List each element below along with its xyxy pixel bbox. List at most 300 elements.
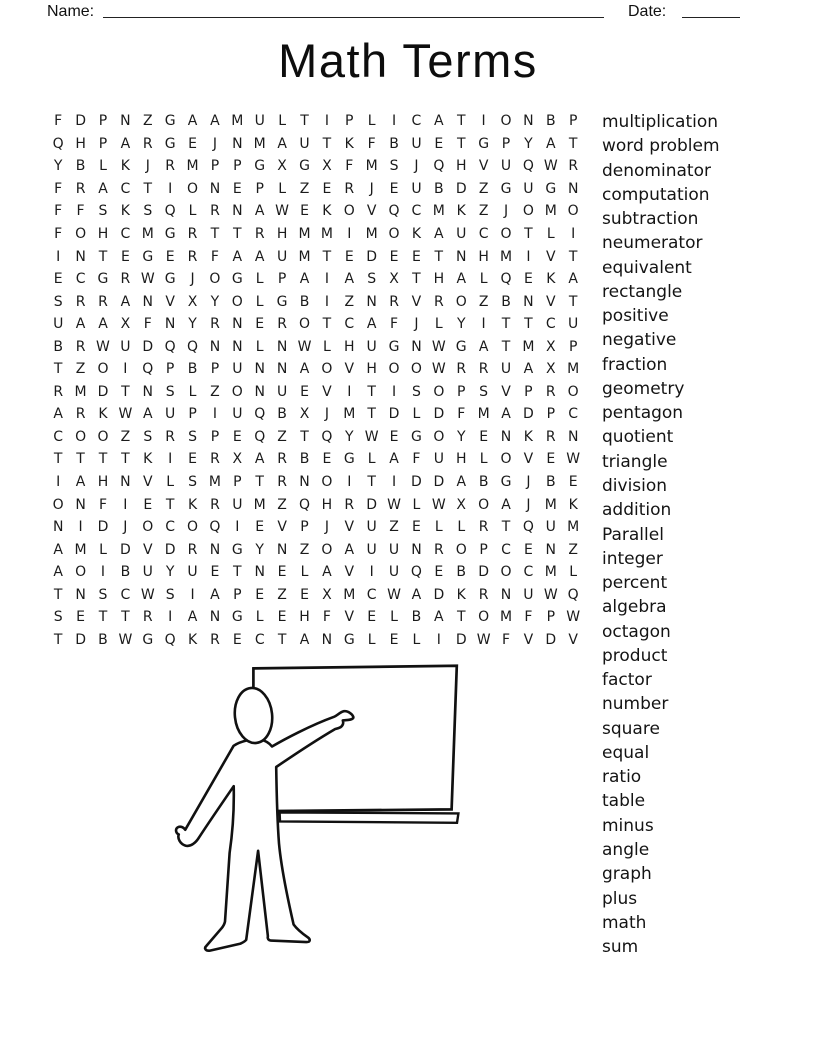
grid-letter: R xyxy=(478,586,489,603)
grid-letter: O xyxy=(500,226,512,242)
grid-letter: N xyxy=(545,541,557,558)
grid-letter: I xyxy=(212,406,217,423)
grid-letter: P xyxy=(568,113,578,130)
grid-letter: P xyxy=(233,586,242,603)
grid-letter: E xyxy=(255,316,265,333)
word-list-item: table xyxy=(602,791,646,812)
grid-letter: S xyxy=(188,428,197,445)
grid-letter: T xyxy=(524,226,533,242)
grid-letter: V xyxy=(322,383,332,400)
grid-letter: V xyxy=(344,564,355,581)
grid-letter: K xyxy=(143,451,153,468)
grid-letter: U xyxy=(276,383,288,400)
grid-letter: O xyxy=(321,541,333,558)
grid-letter: A xyxy=(53,541,63,558)
grid-letter: N xyxy=(411,541,422,558)
word-list-item: graph xyxy=(602,864,652,885)
grid-letter: A xyxy=(546,135,556,152)
grid-letter: A xyxy=(120,135,131,152)
grid-letter: Y xyxy=(524,135,533,152)
grid-letter: M xyxy=(231,113,244,130)
grid-letter: I xyxy=(168,609,173,626)
grid-letter: L xyxy=(278,180,286,197)
grid-letter: C xyxy=(120,586,131,603)
grid-letter: C xyxy=(75,271,86,288)
grid-letter: I xyxy=(481,316,486,333)
grid-letter: X xyxy=(545,338,556,355)
grid-letter: V xyxy=(523,631,534,648)
grid-letter: S xyxy=(53,293,63,310)
grid-letter: K xyxy=(568,496,578,513)
grid-letter: O xyxy=(142,519,154,536)
grid-letter: B xyxy=(98,631,108,648)
teacher-clipart xyxy=(150,650,480,970)
grid-letter: O xyxy=(52,496,64,513)
grid-letter: N xyxy=(164,316,176,333)
grid-letter: I xyxy=(123,496,128,513)
grid-letter: A xyxy=(434,113,444,130)
grid-letter: A xyxy=(53,406,63,423)
grid-letter: O xyxy=(231,293,243,310)
grid-letter: A xyxy=(254,203,265,220)
grid-letter: U xyxy=(366,338,377,355)
grid-letter: N xyxy=(209,338,221,355)
word-list-item: minus xyxy=(602,815,654,836)
grid-letter: F xyxy=(54,180,63,197)
grid-letter: R xyxy=(142,609,153,626)
grid-letter: K xyxy=(456,586,466,603)
grid-letter: N xyxy=(276,338,288,355)
date-blank-line[interactable] xyxy=(682,17,740,18)
grid-letter: N xyxy=(75,496,86,513)
grid-letter: J xyxy=(526,496,531,513)
grid-letter: D xyxy=(523,406,534,423)
grid-letter: K xyxy=(523,428,533,445)
grid-letter: H xyxy=(344,338,355,355)
grid-letter: A xyxy=(232,248,243,265)
grid-letter: U xyxy=(411,180,422,197)
grid-letter: N xyxy=(209,609,221,626)
grid-letter: D xyxy=(119,541,131,558)
grid-letter: G xyxy=(231,271,243,288)
grid-letter: G xyxy=(343,631,355,648)
grid-letter: P xyxy=(277,271,287,288)
grid-letter: T xyxy=(501,316,511,333)
grid-letter: L xyxy=(434,519,443,536)
grid-letter: M xyxy=(343,406,356,423)
grid-letter: R xyxy=(98,293,108,310)
grid-letter: L xyxy=(188,383,197,400)
grid-letter: M xyxy=(253,135,266,152)
grid-letter: K xyxy=(98,406,108,423)
grid-letter: G xyxy=(455,338,467,355)
grid-letter: K xyxy=(344,135,354,152)
grid-letter: T xyxy=(322,316,332,333)
grid-letter: Y xyxy=(344,428,354,445)
grid-letter: N xyxy=(523,293,534,310)
grid-letter: T xyxy=(456,609,466,626)
grid-letter: V xyxy=(366,203,377,220)
grid-letter: E xyxy=(389,180,399,197)
grid-letter: O xyxy=(500,451,512,468)
grid-letter: Z xyxy=(568,541,578,558)
grid-letter: O xyxy=(388,226,400,242)
grid-letter: V xyxy=(344,519,355,536)
grid-letter: L xyxy=(412,406,421,423)
grid-letter: M xyxy=(208,474,221,491)
grid-letter: A xyxy=(344,271,355,288)
grid-letter: S xyxy=(53,609,63,626)
grid-letter: T xyxy=(233,226,242,242)
grid-letter: B xyxy=(53,338,63,355)
grid-letter: G xyxy=(500,180,512,197)
grid-letter: W xyxy=(543,586,558,603)
grid-letter: T xyxy=(367,474,376,491)
grid-letter: B xyxy=(299,293,310,310)
grid-letter: Q xyxy=(254,406,266,423)
grid-letter: R xyxy=(53,383,64,400)
word-list-item: subtraction xyxy=(602,209,699,230)
grid-letter: R xyxy=(277,474,287,491)
grid-letter: D xyxy=(366,248,378,265)
grid-letter: T xyxy=(143,180,153,197)
grid-letter: E xyxy=(434,135,444,152)
grid-letter: E xyxy=(523,271,533,288)
grid-letter: O xyxy=(410,361,422,378)
grid-letter: C xyxy=(411,113,422,130)
grid-letter: F xyxy=(76,203,85,220)
grid-letter: C xyxy=(165,519,176,536)
grid-letter: Q xyxy=(254,428,266,445)
grid-letter: R xyxy=(210,451,220,468)
grid-letter: L xyxy=(479,451,488,468)
grid-letter: P xyxy=(479,541,488,558)
grid-letter: R xyxy=(75,293,86,310)
grid-letter: H xyxy=(366,361,377,378)
grid-letter: O xyxy=(522,203,534,220)
grid-letter: P xyxy=(98,135,108,152)
grid-letter: E xyxy=(300,203,309,220)
grid-letter: C xyxy=(478,226,489,242)
word-list-item: geometry xyxy=(602,378,685,399)
grid-letter: A xyxy=(299,361,310,378)
grid-letter: L xyxy=(479,271,488,288)
grid-letter: T xyxy=(121,383,130,400)
grid-letter: I xyxy=(100,564,106,581)
grid-letter: Z xyxy=(277,428,287,445)
grid-letter: G xyxy=(164,135,176,152)
grid-letter: V xyxy=(165,293,175,310)
grid-letter: W xyxy=(140,586,155,603)
word-list-item: math xyxy=(602,912,647,933)
grid-letter: V xyxy=(411,293,422,310)
grid-letter: H xyxy=(321,496,333,513)
grid-letter: G xyxy=(97,271,109,288)
grid-letter: Q xyxy=(209,519,221,536)
grid-letter: J xyxy=(414,316,419,333)
grid-letter: F xyxy=(322,609,331,626)
grid-letter: R xyxy=(344,496,355,513)
grid-letter: R xyxy=(456,361,467,378)
grid-letter: H xyxy=(455,451,467,468)
grid-letter: M xyxy=(365,158,378,175)
grid-letter: L xyxy=(457,519,466,536)
grid-letter: O xyxy=(75,226,87,242)
grid-letter: G xyxy=(478,135,490,152)
grid-letter: P xyxy=(501,135,511,152)
grid-letter: P xyxy=(524,383,533,400)
grid-letter: D xyxy=(366,496,378,513)
grid-letter: D xyxy=(75,631,86,648)
grid-letter: P xyxy=(210,158,220,175)
grid-letter: O xyxy=(321,361,333,378)
grid-letter: A xyxy=(322,564,332,581)
word-list-item: positive xyxy=(602,306,669,327)
grid-letter: I xyxy=(391,474,397,491)
grid-letter: N xyxy=(232,203,243,220)
word-list-item: fraction xyxy=(602,354,668,375)
grid-letter: I xyxy=(436,631,441,648)
grid-letter: I xyxy=(56,248,61,265)
grid-letter: I xyxy=(391,113,397,130)
grid-letter: I xyxy=(190,586,195,603)
grid-letter: R xyxy=(75,338,86,355)
grid-letter: T xyxy=(98,451,108,468)
grid-letter: D xyxy=(97,383,109,400)
grid-letter: M xyxy=(141,226,154,242)
grid-letter: J xyxy=(414,158,419,175)
grid-letter: A xyxy=(344,541,355,558)
grid-letter: I xyxy=(168,451,173,468)
grid-letter: V xyxy=(501,383,511,400)
grid-letter: O xyxy=(388,361,400,378)
word-list-item: multiplication xyxy=(602,112,719,132)
grid-letter: J xyxy=(503,203,509,220)
grid-letter: B xyxy=(501,293,511,310)
grid-letter: W xyxy=(275,203,290,220)
grid-letter: Q xyxy=(142,361,154,378)
grid-letter: O xyxy=(75,428,87,445)
grid-letter: E xyxy=(188,135,197,152)
grid-letter: N xyxy=(75,586,86,603)
grid-letter: P xyxy=(210,361,220,378)
grid-letter: R xyxy=(210,203,220,220)
grid-letter: R xyxy=(277,451,287,468)
grid-letter: O xyxy=(298,316,310,333)
grid-letter: N xyxy=(75,248,86,265)
grid-letter: R xyxy=(210,631,220,648)
grid-letter: Z xyxy=(277,496,287,513)
grid-letter: E xyxy=(210,564,220,581)
grid-letter: G xyxy=(164,226,176,242)
grid-letter: L xyxy=(255,271,264,288)
grid-letter: M xyxy=(499,609,513,626)
word-list-item: ratio xyxy=(602,767,642,788)
grid-letter: T xyxy=(568,248,578,265)
grid-letter: X xyxy=(299,406,310,423)
grid-letter: T xyxy=(367,406,376,423)
grid-letter: N xyxy=(366,293,377,310)
grid-letter: X xyxy=(232,451,243,468)
grid-letter: T xyxy=(210,226,220,242)
grid-letter: A xyxy=(456,474,467,491)
word-list-item: algebra xyxy=(602,597,667,618)
grid-letter: S xyxy=(98,203,108,220)
grid-letter: A xyxy=(434,609,444,626)
grid-letter: T xyxy=(53,361,63,378)
grid-letter: E xyxy=(412,248,421,265)
grid-letter: M xyxy=(567,361,580,378)
marker-tray-shape xyxy=(280,812,459,822)
grid-letter: G xyxy=(276,293,288,310)
grid-letter: F xyxy=(54,203,63,220)
grid-letter: W xyxy=(364,428,379,445)
grid-letter: K xyxy=(187,496,198,513)
grid-letter: B xyxy=(187,361,198,378)
grid-letter: D xyxy=(142,338,154,355)
grid-letter: C xyxy=(523,564,534,581)
grid-letter: O xyxy=(455,541,467,558)
grid-letter: V xyxy=(546,248,556,265)
grid-letter: F xyxy=(367,135,376,152)
grid-letter: H xyxy=(433,271,445,288)
grid-letter: U xyxy=(433,451,444,468)
grid-letter: V xyxy=(142,541,153,558)
grid-letter: Q xyxy=(433,158,445,175)
grid-letter: A xyxy=(254,451,265,468)
grid-letter: H xyxy=(478,248,489,265)
word-list-item: division xyxy=(602,475,668,496)
grid-letter: A xyxy=(254,248,265,265)
grid-letter: L xyxy=(412,496,421,513)
grid-letter: T xyxy=(322,248,332,265)
grid-letter: O xyxy=(321,474,333,491)
grid-letter: B xyxy=(434,180,444,197)
grid-letter: W xyxy=(476,631,491,648)
grid-letter: T xyxy=(456,113,466,130)
grid-letter: L xyxy=(434,316,443,333)
grid-letter: N xyxy=(209,541,221,558)
grid-letter: A xyxy=(456,271,467,288)
grid-letter: S xyxy=(389,158,399,175)
grid-letter: O xyxy=(567,203,579,220)
word-list-item: computation xyxy=(602,184,710,205)
name-blank-line[interactable] xyxy=(103,17,604,18)
grid-letter: Z xyxy=(120,428,131,445)
grid-letter: T xyxy=(98,248,108,265)
grid-letter: T xyxy=(98,609,108,626)
grid-letter: X xyxy=(120,316,131,333)
grid-letter: T xyxy=(53,631,63,648)
grid-letter: E xyxy=(120,248,130,265)
grid-letter: W xyxy=(431,496,446,513)
grid-letter: U xyxy=(523,586,534,603)
grid-letter: N xyxy=(254,361,265,378)
grid-letter: U xyxy=(366,519,377,536)
grid-letter: G xyxy=(388,338,400,355)
grid-letter: M xyxy=(343,586,356,603)
grid-letter: N xyxy=(120,474,131,491)
word-list-item: triangle xyxy=(602,451,668,472)
grid-letter: T xyxy=(501,519,511,536)
grid-letter: M xyxy=(298,226,311,242)
grid-letter: C xyxy=(411,203,422,220)
grid-letter: R xyxy=(478,519,489,536)
grid-letter: A xyxy=(501,406,511,423)
grid-letter: U xyxy=(53,316,64,333)
grid-letter: Q xyxy=(522,519,534,536)
grid-letter: N xyxy=(299,474,310,491)
grid-letter: U xyxy=(232,361,243,378)
grid-letter: Q xyxy=(52,135,64,152)
grid-letter: N xyxy=(232,135,243,152)
grid-letter: F xyxy=(54,113,63,130)
grid-letter: A xyxy=(434,226,444,242)
grid-letter: D xyxy=(388,406,400,423)
grid-letter: E xyxy=(277,564,287,581)
grid-letter: Z xyxy=(142,113,153,130)
word-list-item: negative xyxy=(602,330,677,351)
grid-letter: D xyxy=(433,406,445,423)
grid-letter: K xyxy=(456,203,466,220)
word-list-item: equivalent xyxy=(602,257,692,278)
grid-letter: I xyxy=(324,271,329,288)
grid-letter: W xyxy=(387,496,401,513)
grid-letter: U xyxy=(456,226,467,242)
grid-letter: O xyxy=(209,271,221,288)
grid-letter: E xyxy=(434,564,444,581)
grid-letter: N xyxy=(142,383,153,400)
grid-letter: I xyxy=(56,474,61,491)
grid-letter: T xyxy=(524,316,533,333)
grid-letter: Y xyxy=(456,316,466,333)
grid-letter: A xyxy=(299,271,310,288)
grid-letter: I xyxy=(369,564,374,581)
grid-letter: C xyxy=(545,316,556,333)
grid-letter: M xyxy=(74,383,87,400)
grid-letter: Q xyxy=(567,586,579,603)
grid-letter: Y xyxy=(456,428,466,445)
grid-letter: A xyxy=(142,406,153,423)
grid-letter: S xyxy=(143,428,153,445)
grid-letter: Q xyxy=(500,271,512,288)
grid-letter: N xyxy=(455,248,467,265)
grid-letter: Y xyxy=(188,316,197,333)
grid-letter: N xyxy=(567,428,579,445)
grid-letter: S xyxy=(367,271,377,288)
word-list-item: Parallel xyxy=(602,524,664,545)
grid-letter: N xyxy=(142,293,153,310)
grid-letter: L xyxy=(166,474,175,491)
grid-letter: O xyxy=(478,496,490,513)
grid-letter: C xyxy=(120,226,131,242)
grid-letter: D xyxy=(455,631,467,648)
grid-letter: A xyxy=(568,271,578,288)
grid-letter: E xyxy=(479,428,489,445)
grid-letter: E xyxy=(546,451,556,468)
word-list-item: angle xyxy=(602,839,650,860)
grid-letter: T xyxy=(277,631,287,648)
grid-letter: G xyxy=(164,113,176,130)
grid-letter: U xyxy=(568,316,579,333)
grid-letter: E xyxy=(255,519,265,536)
grid-letter: R xyxy=(545,428,556,445)
grid-letter: F xyxy=(412,451,421,468)
grid-letter: G xyxy=(231,541,243,558)
grid-letter: L xyxy=(546,226,555,242)
grid-letter: T xyxy=(501,338,511,355)
grid-letter: E xyxy=(322,180,332,197)
